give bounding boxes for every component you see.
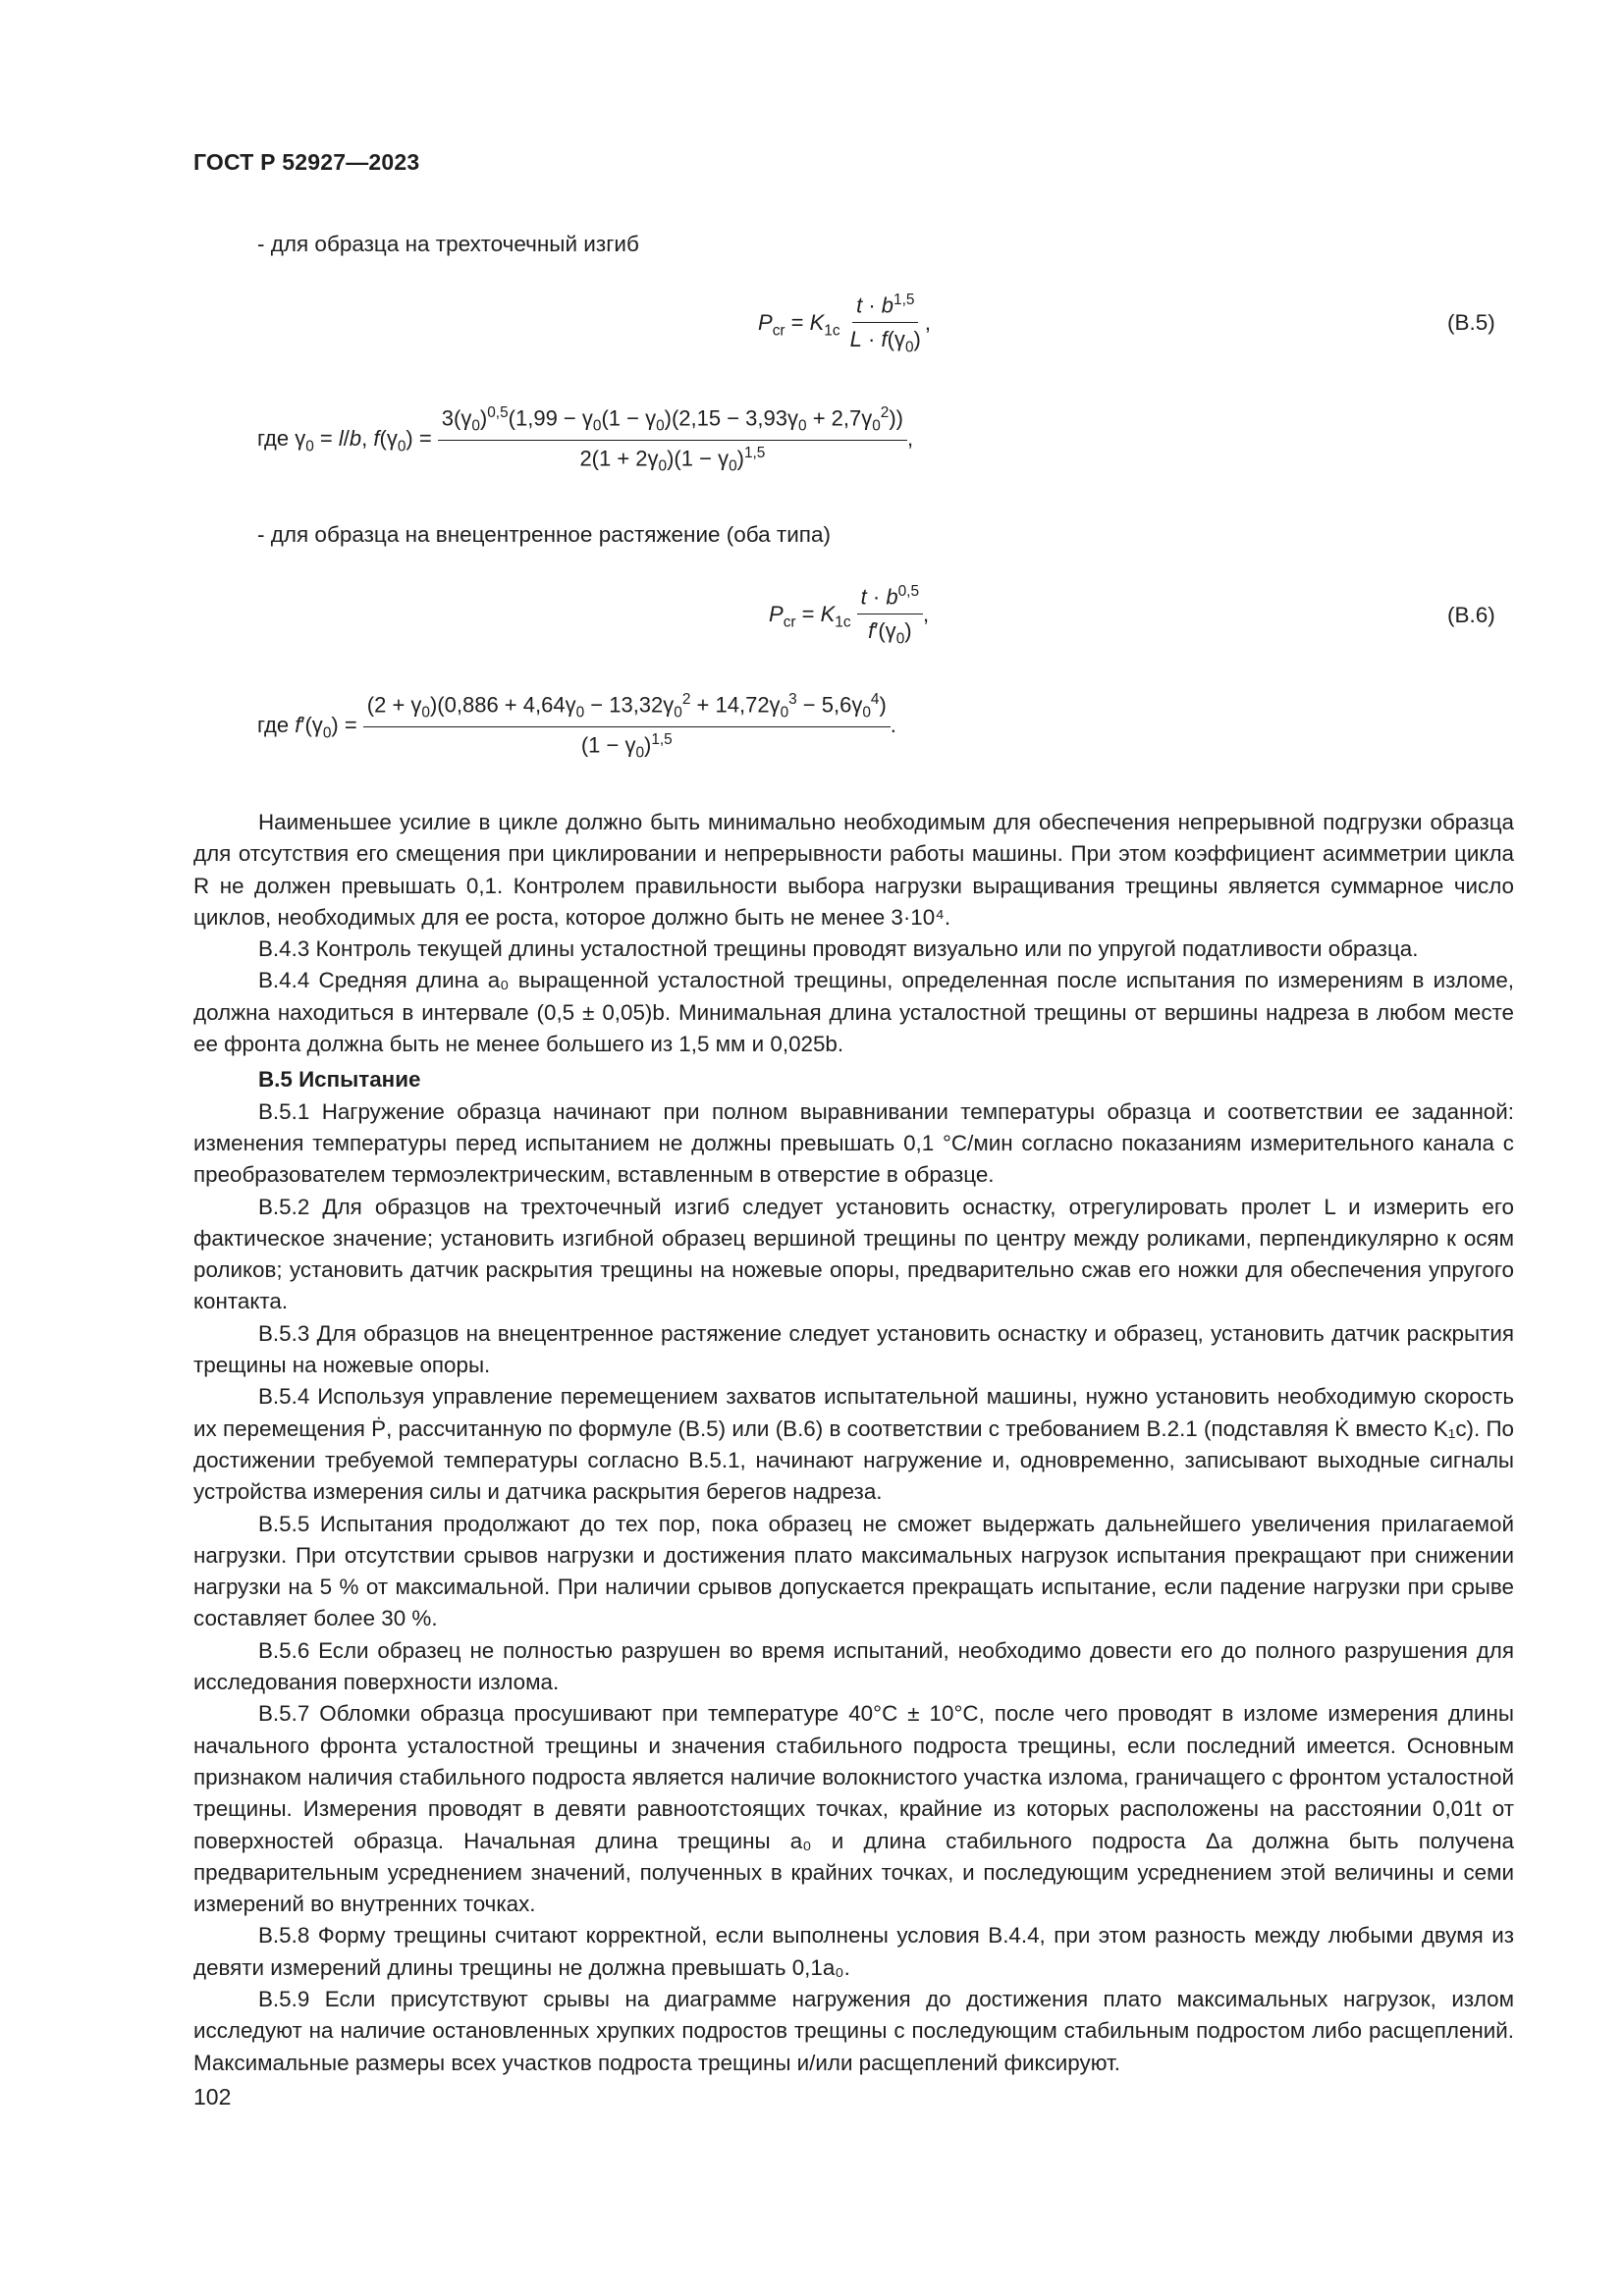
paragraph-b52: В.5.2 Для образцов на трехточечный изгиб следует установить оснастку, отрегулировать пролет L и измерить его фактическое значение; установить изгибной образец вершиной трещины по центру между роликами, перпендикулярно к осям роликов; установить датчик раскрытия трещины на ножевые опоры, предварительно сжав его ножки для обеспечения упругого контакта. <box>193 1194 1514 1314</box>
paragraph-b58: В.5.8 Форму трещины считают корректной, если выполнены условия В.4.4, при этом разность между любыми двумя из девяти измерений длины трещины не должна превышать 0,1a₀. <box>193 1923 1514 1980</box>
paragraph-b55: В.5.5 Испытания продолжают до тех пор, пока образец не сможет выдержать дальнейшего увеличения прилагаемой нагрузки. При отсутствии срывов нагрузки и достижения плато максимальных нагрузок испытания прекращают при снижении нагрузки на 5 % от максимальной. При наличии срывов допускается прекращать испытание, если падение нагрузки при срыве составляет более 30 %. <box>193 1511 1514 1631</box>
formula-f-gamma: где $\gamma_0 = l/b$, $f(\gamma_0)$ = $\frac{3(\gamma_0)^{0,5}(1,99 - \gamma_0(1 - \gamma_0)(2,15 - 3,93\gamma_0 + 2,7\gamma_0^2))}{2(1 + 2\gamma_0)(1 - \gamma_0)^{1,5}}$ , <box>257 404 914 475</box>
equation-number-b6: (В.6) <box>1447 603 1495 627</box>
paragraph-b53: В.5.3 Для образцов на внецентренное растяжение следует установить оснастку и образец, установить датчик раскрытия трещины на ножевые опоры. <box>193 1320 1514 1378</box>
paragraph-b43: В.4.3 Контроль текущей длины усталостной трещины проводят визуально или по упругой податливости образца. <box>258 936 1419 962</box>
paragraph-b57: В.5.7 Обломки образца просушивают при температуре 40°С ± 10°С, после чего проводят в изломе измерения длины начального фронта усталостной трещины и значения стабильного подроста трещины, если последний имеется. Основным признаком наличия стабильного подроста является наличие волокнистого участка излома, граничащего с фронтом усталостной трещины. Измерения проводят в девяти равноотстоящих точках, крайние из которых расположены на расстоянии 0,01t от поверхностей образца. Начальная длина трещины a₀ и длина стабильного подроста Δa должна быть получена предварительным усреднением значений, полученных в крайних точках, и последующим усреднением этой величины и семи измерений во внутренних точках. <box>193 1701 1514 1917</box>
paragraph-b44: В.4.4 Средняя длина a₀ выращенной усталостной трещины, определенная после испытания по измерениям в изломе, должна находиться в интервале (0,5 ± 0,05)b. Минимальная длина усталостной трещины от вершины надреза в любом месте ее фронта должна быть не менее большего из 1,5 мм и 0,025b. <box>193 968 1514 1057</box>
formula-b6: $P_{cr} = K_{1c}$ $\frac{t \cdot b^{0,5}}{f'(\gamma_0)}$ , <box>769 583 930 648</box>
paragraph-b56: В.5.6 Если образец не полностью разрушен во время испытаний, необходимо довести его до полного разрушения для исследования поверхности излома. <box>193 1637 1514 1695</box>
where-label: где <box>257 713 290 738</box>
paragraph: Наименьшее усилие в цикле должно быть минимально необходимым для обеспечения непрерывной подгрузки образца для отсутствия его смещения при циклировании и непрерывности работы машины. При этом коэффициент асимметрии цикла R не должен превышать 0,1. Контролем правильности выбора нагрузки выращивания трещины является суммарное число циклов, необходимых для ее роста, которое должно быть не менее 3·10⁴. <box>193 810 1514 930</box>
paragraph-b51: В.5.1 Нагружение образца начинают при полном выравнивании температуры образца и соответствии ее заданной: изменения температуры перед испытанием не должны превышать 0,1 °С/мин согласно показаниям измерительного канала с преобразователем термоэлектрическим, вставленным в отверстие в образце. <box>193 1098 1514 1188</box>
bullet-eccentric: - для образца на внецентренное растяжение (оба типа) <box>257 522 831 547</box>
paragraph-b59: В.5.9 Если присутствуют срывы на диаграмме нагружения до достижения плато максимальных нагрузок, излом исследуют на наличие остановленных хрупких подростов трещины с последующим стабильным подростом либо расщеплений. Максимальные размеры всех участков подроста трещины и/или расщеплений фиксируют. <box>193 1986 1514 2075</box>
page-number: 102 <box>193 2084 232 2109</box>
section-heading-b5: В.5 Испытание <box>258 1067 421 1093</box>
equation-number-b5: (В.5) <box>1447 310 1495 335</box>
formula-b5: $P_{cr} = K_{1c}$ $\frac{t \cdot b^{1,5}}{L \cdot f(\gamma_0)}$ , <box>758 292 931 356</box>
where-label: где <box>257 426 290 452</box>
paragraph-b54: В.5.4 Используя управление перемещением захватов испытательной машины, нужно установить необходимую скорость их перемещения Ṗ, рассчитанную по формуле (В.5) или (В.6) в соответствии с требованием В.2.1 (подставляя K̇ вместо K₁c). По достижении требуемой температуры согласно В.5.1, начинают нагружение и, одновременно, записывают выходные сигналы устройства измерения силы и датчика раскрытия берегов надреза. <box>193 1384 1514 1505</box>
document-header: ГОСТ Р 52927—2023 <box>193 149 420 175</box>
body-text <box>193 807 1514 2079</box>
bullet-three-point: - для образца на трехточечный изгиб <box>257 232 639 256</box>
formula-f-prime-gamma: где $f'(\gamma_0)$ = $\frac{(2 + \gamma_0)(0,886 + 4,64\gamma_0 - 13,32\gamma_0^2 + 14,72\gamma_0^3 - 5,6\gamma_0^4)}{(1 - \gamma_0)^{1,5}}$ . <box>257 691 896 762</box>
